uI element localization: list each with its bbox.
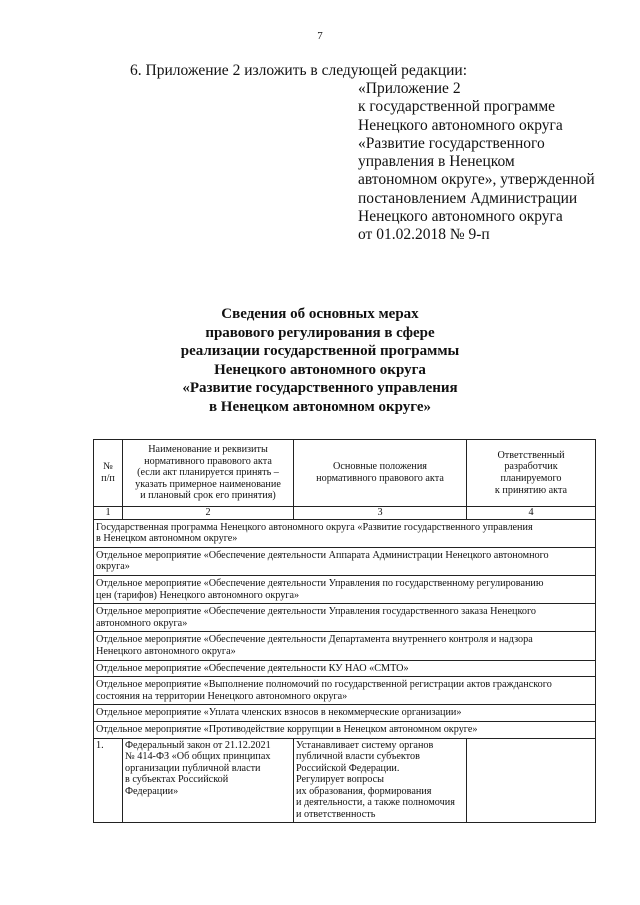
title-line: Ненецкого автономного округа <box>214 361 426 378</box>
section-cell: Отдельное мероприятие «Противодействие коррупции в Ненецком автономном округе» <box>94 721 596 738</box>
annex-line: к государственной программе <box>358 98 556 116</box>
column-number: 4 <box>467 507 596 520</box>
section-row <box>94 677 596 705</box>
table-row <box>94 738 596 822</box>
document-title <box>0 305 640 416</box>
annex-reference <box>358 80 628 245</box>
section-row <box>94 632 596 660</box>
header-number: № п/п <box>94 440 123 507</box>
row-provisions: Устанавливает систему органов публичной власти субъектов Российской Федерации. Регулирует вопросы их образования, формирования и деятельности, а также полномочия и ответственность <box>294 738 467 822</box>
section-row <box>94 519 596 547</box>
annex-line: Ненецкого автономного округа <box>358 208 563 226</box>
section-cell: Отдельное мероприятие «Обеспечение деятельности Аппарата Администрации Ненецкого автономного округа» <box>94 547 596 575</box>
annex-line: управления в Ненецком <box>358 153 515 171</box>
row-act: Федеральный закон от 21.12.2021 № 414-ФЗ «Об общих принципах организации публичной власти в субъектах Российской Федерации» <box>123 738 294 822</box>
section-row <box>94 660 596 677</box>
section-row <box>94 721 596 738</box>
section-cell: Государственная программа Ненецкого автономного округа «Развитие государственного управления в Ненецком автономном округе» <box>94 519 596 547</box>
section-cell: Отдельное мероприятие «Обеспечение деятельности КУ НАО «СМТО» <box>94 660 596 677</box>
annex-line: постановлением Администрации <box>358 189 578 207</box>
table-header-row <box>94 440 596 507</box>
title-line: правового регулирования в сфере <box>205 324 435 341</box>
section-cell: Отдельное мероприятие «Обеспечение деятельности Управления по государственному регулированию цен (тарифов) Ненецкого автономного округа» <box>94 575 596 603</box>
annex-line: «Приложение 2 <box>358 80 461 97</box>
section-cell: Отдельное мероприятие «Выполнение полномочий по государственной регистрации актов гражданского состояния на территории Ненецкого автономного округа» <box>94 677 596 705</box>
amendment-instruction: 6. Приложение 2 изложить в следующей редакции: <box>130 62 468 79</box>
title-line: Сведения об основных мерах <box>221 306 419 322</box>
title-line: в Ненецком автономном округе» <box>208 398 432 415</box>
section-cell: Отдельное мероприятие «Уплата членских взносов в некоммерческие организации» <box>94 705 596 722</box>
annex-line: Ненецкого автономного округа <box>358 116 563 134</box>
column-number: 3 <box>294 507 467 520</box>
measures-table <box>93 439 596 823</box>
page-number: 7 <box>317 30 323 42</box>
annex-line: автономном округе», утвержденной <box>358 171 595 189</box>
section-row <box>94 547 596 575</box>
header-act-name: Наименование и реквизиты нормативного правового акта (если акт планируется принять – указать примерное наименование и плановый срок его принятия) <box>123 440 294 507</box>
header-provisions: Основные положения нормативного правового акта <box>294 440 467 507</box>
annex-line: «Развитие государственного <box>358 134 545 152</box>
section-row <box>94 575 596 603</box>
section-cell: Отдельное мероприятие «Обеспечение деятельности Управления государственного заказа Ненецкого автономного округа» <box>94 604 596 632</box>
annex-line: от 01.02.2018 № 9-п <box>358 226 490 244</box>
column-number: 1 <box>94 507 123 520</box>
column-number-row <box>94 507 596 520</box>
section-cell: Отдельное мероприятие «Обеспечение деятельности Департамента внутреннего контроля и надзора Ненецкого автономного округа» <box>94 632 596 660</box>
title-line: «Развитие государственного управления <box>182 380 458 396</box>
column-number: 2 <box>123 507 294 520</box>
header-developer: Ответственный разработчик планируемого к принятию акта <box>467 440 596 507</box>
row-developer <box>467 738 596 822</box>
section-row <box>94 705 596 722</box>
title-line: реализации государственной программы <box>180 343 460 359</box>
section-row <box>94 604 596 632</box>
row-number: 1. <box>94 738 123 822</box>
